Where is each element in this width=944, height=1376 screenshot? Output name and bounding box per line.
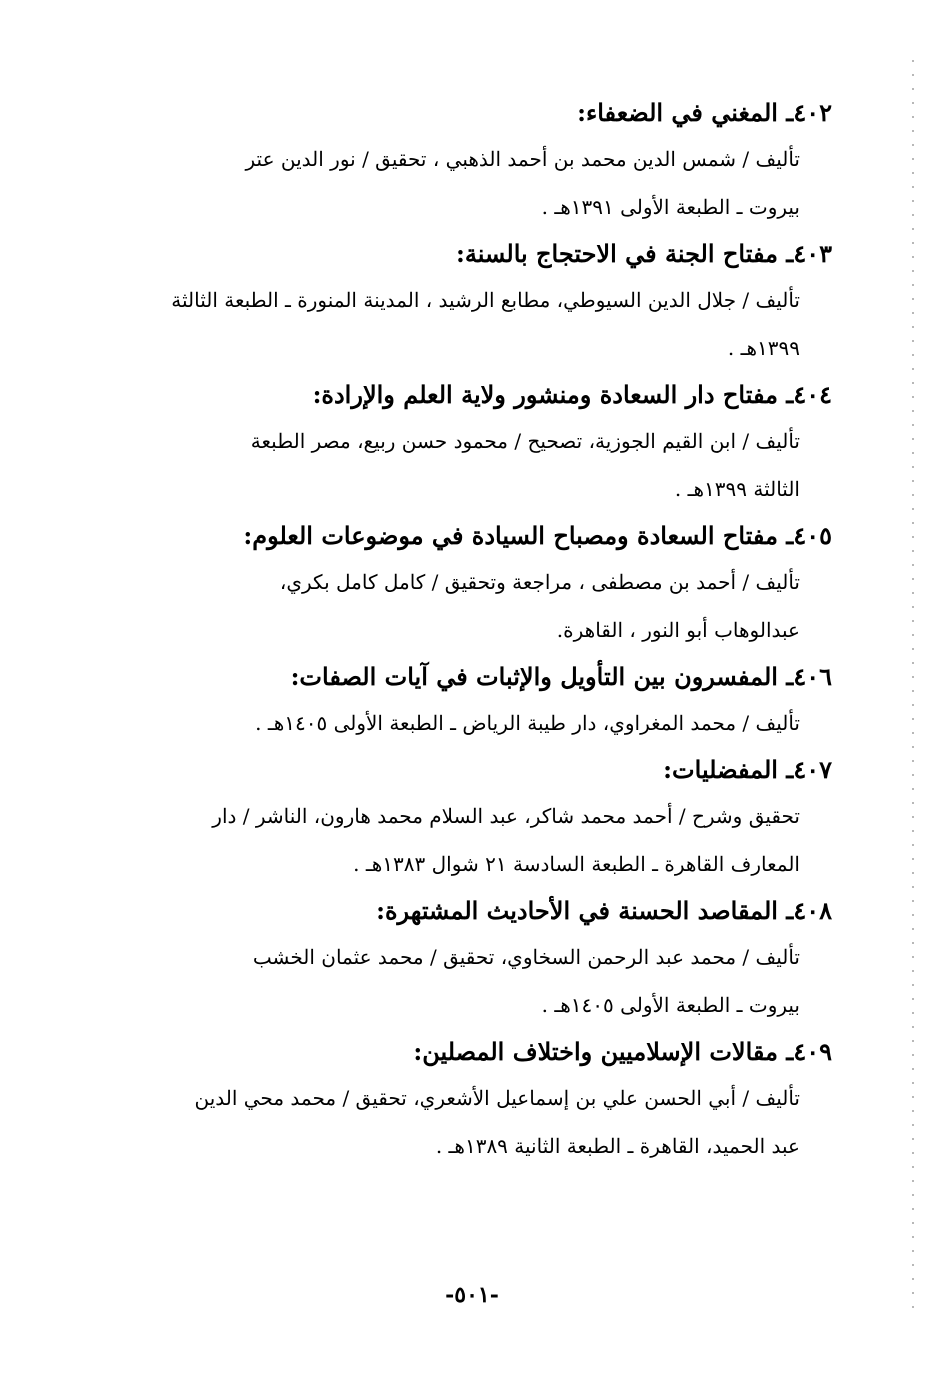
margin-dot [912,676,914,678]
margin-dot [912,718,914,720]
page-number: -٥٠١- [445,1282,499,1308]
entry-title: ٤٠٧ـ المفضليات: [663,755,832,784]
entry-title-text: المقاصد الحسنة في الأحاديث المشتهرة: [376,896,778,925]
margin-dot [912,424,914,426]
entry-body [132,135,832,231]
margin-dot [912,886,914,888]
margin-dot [912,522,914,524]
entry-line: تأليف / محمد عبد الرحمن السخاوي، تحقيق / محمد عثمان الخشب [252,945,800,969]
margin-dots [910,60,914,1310]
margin-dot [912,256,914,258]
margin-dot [912,480,914,482]
entry-number: ٤٠٢ [793,98,832,127]
bibliography-entry-406 [132,654,832,747]
margin-dot [912,396,914,398]
margin-dot [912,970,914,972]
margin-dot [912,1054,914,1056]
margin-dot [912,284,914,286]
entry-line: بيروت ـ الطبعة الأولى ١٣٩١هـ . [541,195,800,219]
entry-line: عبد الحميد، القاهرة ـ الطبعة الثانية ١٣٨٩هـ . [435,1134,800,1158]
margin-dot [912,270,914,272]
margin-dot [912,242,914,244]
margin-dot [912,1152,914,1154]
margin-dot [912,1040,914,1042]
entry-title: ٤٠٦ـ المفسرون بين التأويل والإثبات في آيات الصفات: [290,662,832,691]
entry-number: ٤٠٨ [793,896,832,925]
margin-dot [912,1082,914,1084]
entry-title: ٤٠٥ـ مفتاح السعادة ومصباح السيادة في موضوعات العلوم: [243,521,832,550]
margin-dot [912,788,914,790]
entry-title-text: المغني في الضعفاء: [577,98,778,127]
margin-dot [912,368,914,370]
margin-dot [912,620,914,622]
margin-dot [912,984,914,986]
margin-dot [912,1250,914,1252]
entry-line: تأليف / شمس الدين محمد بن أحمد الذهبي ، تحقيق / نور الدين عتر [245,147,800,171]
margin-dot [912,942,914,944]
entry-title: ٤٠٣ـ مفتاح الجنة في الاحتجاج بالسنة: [456,239,832,268]
margin-dot [912,956,914,958]
bibliography-entry-407 [132,747,832,888]
margin-dot [912,564,914,566]
entry-line: عبدالوهاب أبو النور ، القاهرة. [556,618,800,642]
entry-line: تأليف / جلال الدين السيوطي، مطابع الرشيد ، المدينة المنورة ـ الطبعة الثالثة [171,288,800,312]
margin-dot [912,816,914,818]
margin-dot [912,760,914,762]
margin-dot [912,662,914,664]
margin-dot [912,452,914,454]
margin-dot [912,998,914,1000]
margin-dot [912,1096,914,1098]
margin-dot [912,312,914,314]
bibliography-entry-404 [132,372,832,513]
margin-dot [912,116,914,118]
bibliography-entry-403 [132,231,832,372]
margin-dot [912,592,914,594]
margin-dot [912,1166,914,1168]
margin-dot [912,466,914,468]
margin-dot [912,172,914,174]
margin-dot [912,1194,914,1196]
margin-dot [912,578,914,580]
margin-dot [912,914,914,916]
margin-dot [912,634,914,636]
margin-dot [912,200,914,202]
margin-dot [912,326,914,328]
entry-title: ٤٠٨ـ المقاصد الحسنة في الأحاديث المشتهرة: [376,896,832,925]
margin-dot [912,872,914,874]
entry-body [132,417,832,513]
margin-dot [912,830,914,832]
margin-dot [912,774,914,776]
entry-line: تأليف / أبي الحسن علي بن إسماعيل الأشعري، تحقيق / محمد محي الدين [194,1086,800,1110]
margin-dot [912,732,914,734]
margin-dot [912,1264,914,1266]
entry-number: ٤٠٤ [793,380,832,409]
margin-dot [912,704,914,706]
margin-dot [912,1236,914,1238]
margin-dot [912,494,914,496]
margin-dot [912,690,914,692]
entry-number: ٤٠٣ [793,239,832,268]
entry-title-text: مفتاح السعادة ومصباح السيادة في موضوعات العلوم: [243,521,778,550]
entry-body [132,276,832,372]
bibliography-entry-409 [132,1029,832,1170]
margin-dot [912,802,914,804]
margin-dot [912,536,914,538]
entry-title-text: مفتاح الجنة في الاحتجاج بالسنة: [456,239,778,268]
margin-dot [912,1124,914,1126]
entry-line: تأليف / أحمد بن مصطفى ، مراجعة وتحقيق / كامل كامل بكري، [279,570,800,594]
margin-dot [912,438,914,440]
margin-dot [912,60,914,62]
entry-title-text: مفتاح دار السعادة ومنشور ولاية العلم والإرادة: [312,380,778,409]
margin-dot [912,900,914,902]
bibliography-entry-408 [132,888,832,1029]
margin-dot [912,354,914,356]
margin-dot [912,648,914,650]
margin-dot [912,214,914,216]
margin-dot [912,928,914,930]
margin-dot [912,1278,914,1280]
margin-dot [912,88,914,90]
margin-dot [912,1180,914,1182]
margin-dot [912,1026,914,1028]
margin-dot [912,550,914,552]
margin-dot [912,228,914,230]
margin-dot [912,1138,914,1140]
entry-title-text: المفضليات: [663,755,778,784]
bibliography-entry-402 [132,90,832,231]
margin-dot [912,844,914,846]
margin-dot [912,102,914,104]
margin-dot [912,186,914,188]
entry-body [132,933,832,1029]
entry-body [132,558,832,654]
margin-dot [912,1012,914,1014]
entry-number: ٤٠٦ [793,662,832,691]
entry-title: ٤٠٩ـ مقالات الإسلاميين واختلاف المصلين: [413,1037,832,1066]
margin-dot [912,1110,914,1112]
entry-line: الثالثة ١٣٩٩هـ . [674,477,800,501]
margin-dot [912,746,914,748]
margin-dot [912,382,914,384]
entry-line: بيروت ـ الطبعة الأولى ١٤٠٥هـ . [541,993,800,1017]
margin-dot [912,508,914,510]
bibliography-list [132,90,832,1170]
entry-title: ٤٠٢ـ المغني في الضعفاء: [577,98,832,127]
entry-line: تأليف / محمد المغراوي، دار طيبة الرياض ـ الطبعة الأولى ١٤٠٥هـ . [255,711,800,735]
entry-title-text: مقالات الإسلاميين واختلاف المصلين: [413,1037,778,1066]
entry-number: ٤٠٧ [793,755,832,784]
margin-dot [912,1068,914,1070]
entry-body [132,792,832,888]
entry-line: تأليف / ابن القيم الجوزية، تصحيح / محمود حسن ربيع، مصر الطبعة [250,429,800,453]
entry-body [132,699,832,747]
entry-body [132,1074,832,1170]
margin-dot [912,144,914,146]
bibliography-entry-405 [132,513,832,654]
margin-dot [912,74,914,76]
entry-line: تحقيق وشرح / أحمد محمد شاكر، عبد السلام محمد هارون، الناشر / دار [212,804,800,828]
margin-dot [912,858,914,860]
entry-title: ٤٠٤ـ مفتاح دار السعادة ومنشور ولاية العلم والإرادة: [312,380,832,409]
entry-title-text: المفسرون بين التأويل والإثبات في آيات الصفات: [290,662,778,691]
entry-line: ١٣٩٩هـ . [727,336,800,360]
margin-dot [912,298,914,300]
margin-dot [912,340,914,342]
margin-dot [912,410,914,412]
entry-number: ٤٠٥ [793,521,832,550]
margin-dot [912,158,914,160]
margin-dot [912,1208,914,1210]
entry-number: ٤٠٩ [793,1037,832,1066]
entry-line: المعارف القاهرة ـ الطبعة السادسة ٢١ شوال ١٣٨٣هـ . [353,852,800,876]
margin-dot [912,130,914,132]
margin-dot [912,1222,914,1224]
margin-dot [912,606,914,608]
